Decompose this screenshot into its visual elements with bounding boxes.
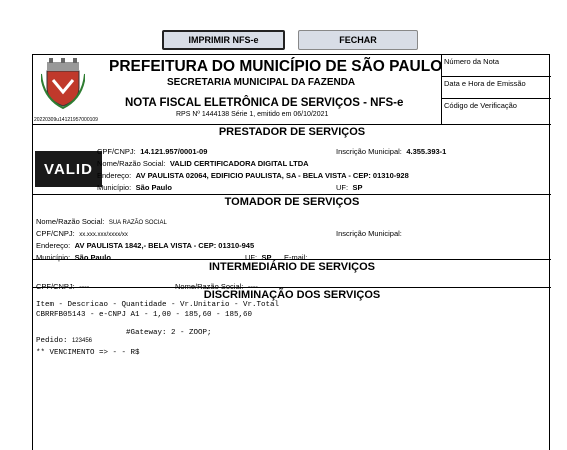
tomador-email-label: E-mail: xyxy=(284,253,308,262)
discriminacao-heading: DISCRIMINAÇÃO DOS SERVIÇOS xyxy=(203,289,381,301)
item-line: CBRRFB05143 - e-CNPJ A1 - 1,00 - 185,60 - 185,60 xyxy=(36,311,253,319)
tomador-name: SUA RAZÃO SOCIAL xyxy=(108,220,167,226)
nfse-document xyxy=(32,54,550,450)
tomador-name-label: Nome/Razão Social: xyxy=(36,217,105,226)
prestador-name-label: Nome/Razão Social: xyxy=(97,159,166,168)
tomador-addr-label: Endereço: xyxy=(36,241,71,250)
tomador-city: São Paulo xyxy=(74,253,111,262)
subtitle: SECRETARIA MUNICIPAL DA FAZENDA xyxy=(167,77,356,88)
prestador-city-label: Município: xyxy=(97,183,132,192)
pedido-value: 123456 xyxy=(71,338,92,344)
city-crest-icon xyxy=(41,58,85,110)
intermediario-heading: INTERMEDIÁRIO DE SERVIÇOS xyxy=(208,261,376,273)
tomador-heading: TOMADOR DE SERVIÇOS xyxy=(224,196,360,208)
prestador-im: 4.355.393-1 xyxy=(406,147,447,156)
header-block xyxy=(33,55,442,124)
vencimento-line: ** VENCIMENTO => - - R$ xyxy=(36,349,140,357)
prestador-addr: AV PAULISTA 02064, EDIFICIO PAULISTA, SA - BELA VISTA - CEP: 01310-928 xyxy=(135,171,409,180)
valid-logo: VALID xyxy=(35,151,102,187)
tomador-uf-label: UF: xyxy=(245,253,258,262)
prestador-city: São Paulo xyxy=(135,183,172,192)
page-title: PREFEITURA DO MUNICÍPIO DE SÃO PAULO xyxy=(109,58,443,75)
prestador-im-label: Inscrição Municipal: xyxy=(336,147,402,156)
prestador-heading: PRESTADOR DE SERVIÇOS xyxy=(218,126,366,138)
prestador-addr-label: Endereço: xyxy=(97,171,132,180)
tomador-cnpj: xx.xxx.xxx/xxxx/xx xyxy=(79,232,128,238)
rps-info: RPS Nº 1444138 Série 1, emitido em 06/10/2021 xyxy=(176,111,329,118)
issue-date-label: Data e Hora de Emissão xyxy=(441,77,551,99)
tomador-city-label: Município: xyxy=(36,253,71,262)
intermediario-name-label: Nome/Razão Social: xyxy=(175,282,244,291)
crest-code: 20220309u14121957000109 xyxy=(34,117,98,123)
intermediario-name: ---- xyxy=(247,282,258,291)
prestador-cnpj-label: CPF/CNPJ: xyxy=(97,147,136,156)
tomador-uf: SP xyxy=(261,253,272,262)
note-number-label: Número da Nota xyxy=(441,55,551,77)
doc-title: NOTA FISCAL ELETRÔNICA DE SERVIÇOS - NFS-e xyxy=(125,97,404,109)
verification-code-label: Código de Verificação xyxy=(444,101,517,110)
prestador-uf-label: UF: xyxy=(336,183,349,192)
tomador-addr: AV PAULISTA 1842,- BELA VISTA - CEP: 01310-945 xyxy=(74,241,255,250)
prestador-name: VALID CERTIFICADORA DIGITAL LTDA xyxy=(169,159,309,168)
tomador-cnpj-label: CPF/CNPJ: xyxy=(36,229,75,238)
items-header-line: Item - Descricao - Quantidade - Vr.Unitario - Vr.Total xyxy=(36,301,280,309)
prestador-uf: SP xyxy=(352,183,363,192)
note-info-box xyxy=(441,55,551,124)
pedido-label: Pedido: xyxy=(36,337,68,345)
print-button[interactable]: IMPRIMIR NFS-e xyxy=(162,30,285,50)
intermediario-cnpj: ---- xyxy=(79,282,90,291)
tomador-im-label: Inscrição Municipal: xyxy=(336,229,402,238)
prestador-cnpj: 14.121.957/0001-09 xyxy=(140,147,208,156)
close-button[interactable]: FECHAR xyxy=(298,30,418,50)
intermediario-cnpj-label: CPF/CNPJ: xyxy=(36,282,75,291)
gateway-line: #Gateway: 2 - ZOOP; xyxy=(126,329,212,337)
